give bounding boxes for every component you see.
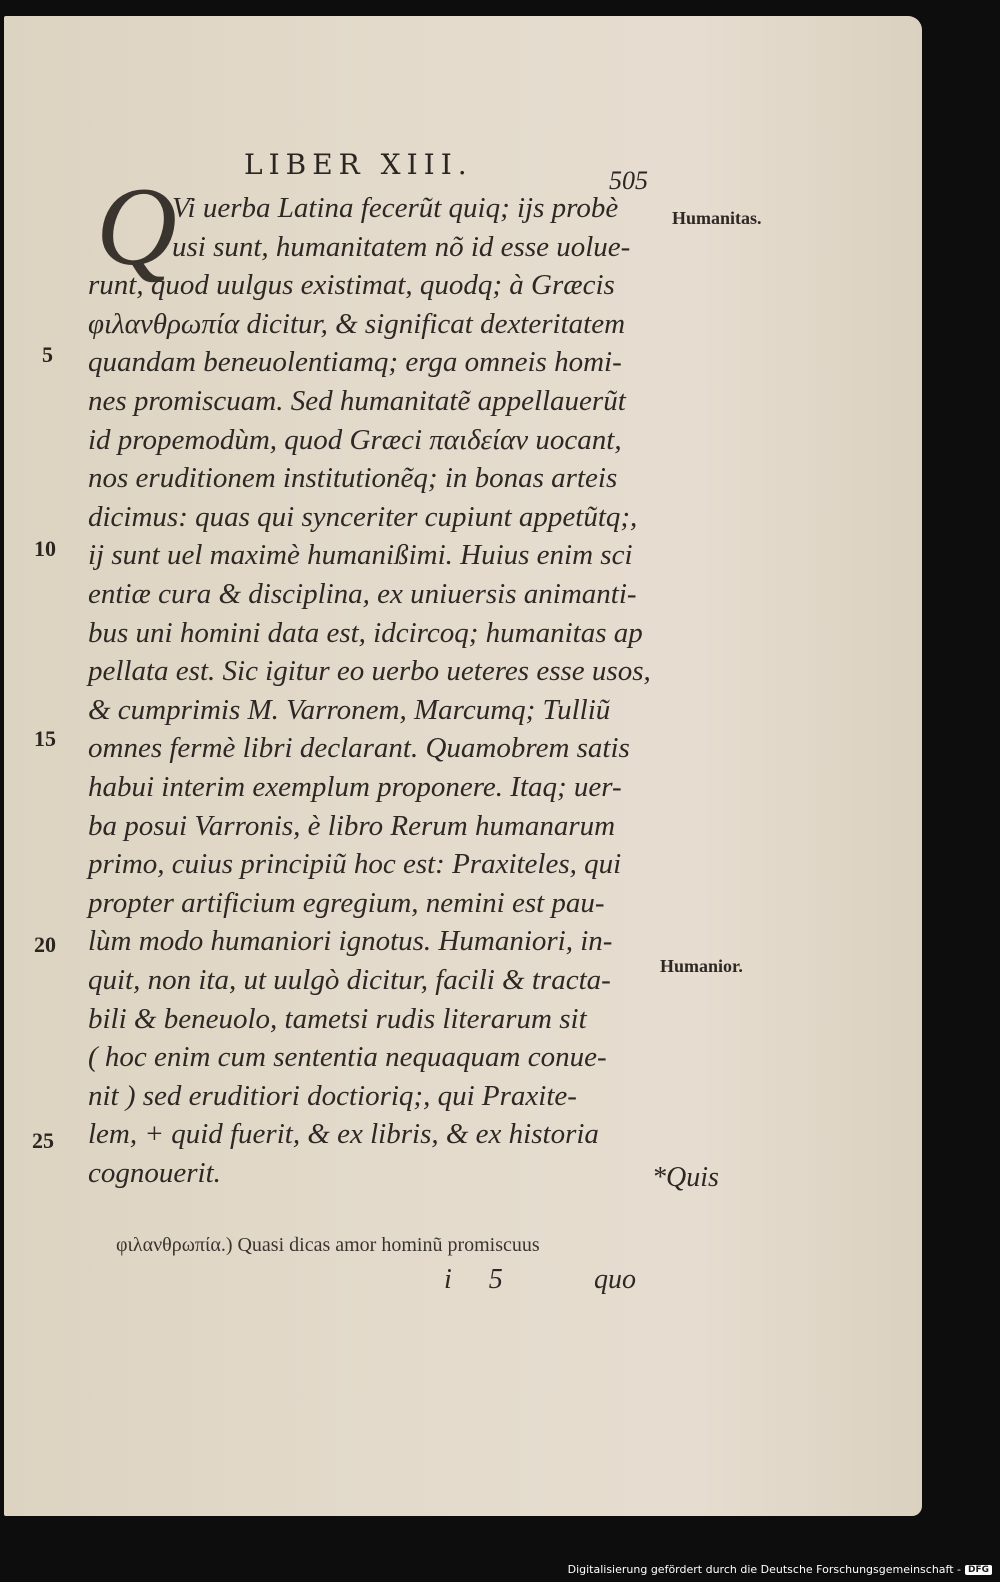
text-line: omnes fermè libri declarant. Quamobrem satis [88, 732, 630, 765]
marginal-note-humanitas: Humanitas. [672, 208, 762, 228]
text-line: bili & beneuolo, tametsi rudis literarum sit [88, 1002, 587, 1035]
text-line: bus uni homini data est, idcircoq; humanitas ap [88, 616, 643, 649]
text-line: nit ) sed eruditiori doctioriq;, qui Praxite- [88, 1079, 577, 1112]
text-line: ( hoc enim cum sententia nequaquam conue- [88, 1041, 607, 1074]
text-line: lùm modo humaniori ignotus. Humaniori, in- [88, 925, 613, 958]
text-line: quit, non ita, ut uulgò dicitur, facili & tracta- [88, 964, 611, 996]
marginal-note-humanior: Humanior. [660, 956, 743, 976]
text-line: dicimus: quas qui synceriter cupiunt appetũtq;, [88, 500, 638, 533]
text-line: primo, cuius principiũ hoc est: Praxiteles, qui [88, 848, 622, 881]
drop-cap: Q [96, 165, 177, 289]
text-line: entiæ cura & disciplina, ex uniuersis animanti- [88, 578, 637, 610]
text-line: usi sunt, humanitatem nõ id esse uolue- [172, 230, 631, 263]
text-line: ij sunt uel maximè humanißimi. Huius enim sci [88, 539, 633, 572]
text-line: pellata est. Sic igitur eo uerbo ueteres esse usos, [88, 655, 651, 688]
line-number-25: 25 [32, 1128, 54, 1153]
text-line: Vi uerba Latina fecerũt quiq; ijs probè [172, 192, 619, 224]
text-line: & cumprimis M. Varronem, Marcumq; Tulliũ [88, 693, 611, 726]
text-line: propter artificium egregium, nemini est pau- [88, 886, 605, 919]
text-line: φιλανθρωπία dicitur, & significat dexteritatem [88, 307, 626, 340]
signature-mark: i 5 [444, 1264, 503, 1295]
book-page [4, 16, 922, 1516]
text-line: habui interim exemplum proponere. Itaq; uer- [88, 771, 622, 803]
digitization-credit [568, 1563, 992, 1576]
credit-text: Digitalisierung gefördert durch die Deutsche Forschungsgemeinschaft - [567, 1563, 961, 1576]
text-line: cognouerit. [88, 1157, 221, 1189]
line-number-15: 15 [34, 726, 56, 751]
text-line: ba posui Varronis, è libro Rerum humanarum [88, 809, 616, 842]
text-line: id propemodùm, quod Græci παιδείαν uocant, [88, 423, 622, 456]
text-line: nos eruditionem institutionẽq; in bonas arteis [88, 462, 618, 495]
dfg-logo: DFG [965, 1565, 992, 1575]
marginal-note-quis: *Quis [652, 1162, 719, 1193]
text-line: lem, + quid fuerit, & ex libris, & ex historia [88, 1118, 599, 1151]
text-line: nes promiscuam. Sed humanitatẽ appellauerũt [88, 385, 626, 417]
line-number-20: 20 [34, 932, 56, 957]
text-line: quandam beneuolentiamq; erga omneis homi- [88, 346, 622, 379]
footnote: φιλανθρωπία.) Quasi dicas amor hominũ promiscuus [116, 1234, 540, 1256]
running-head: LIBER XIII. [244, 148, 473, 181]
line-number-10: 10 [34, 536, 56, 561]
line-number-5: 5 [42, 342, 53, 367]
catchword: quo [594, 1264, 636, 1295]
text-line: runt, quod uulgus existimat, quodq; à Græcis [88, 269, 615, 302]
folio-number: 505 [609, 166, 648, 195]
